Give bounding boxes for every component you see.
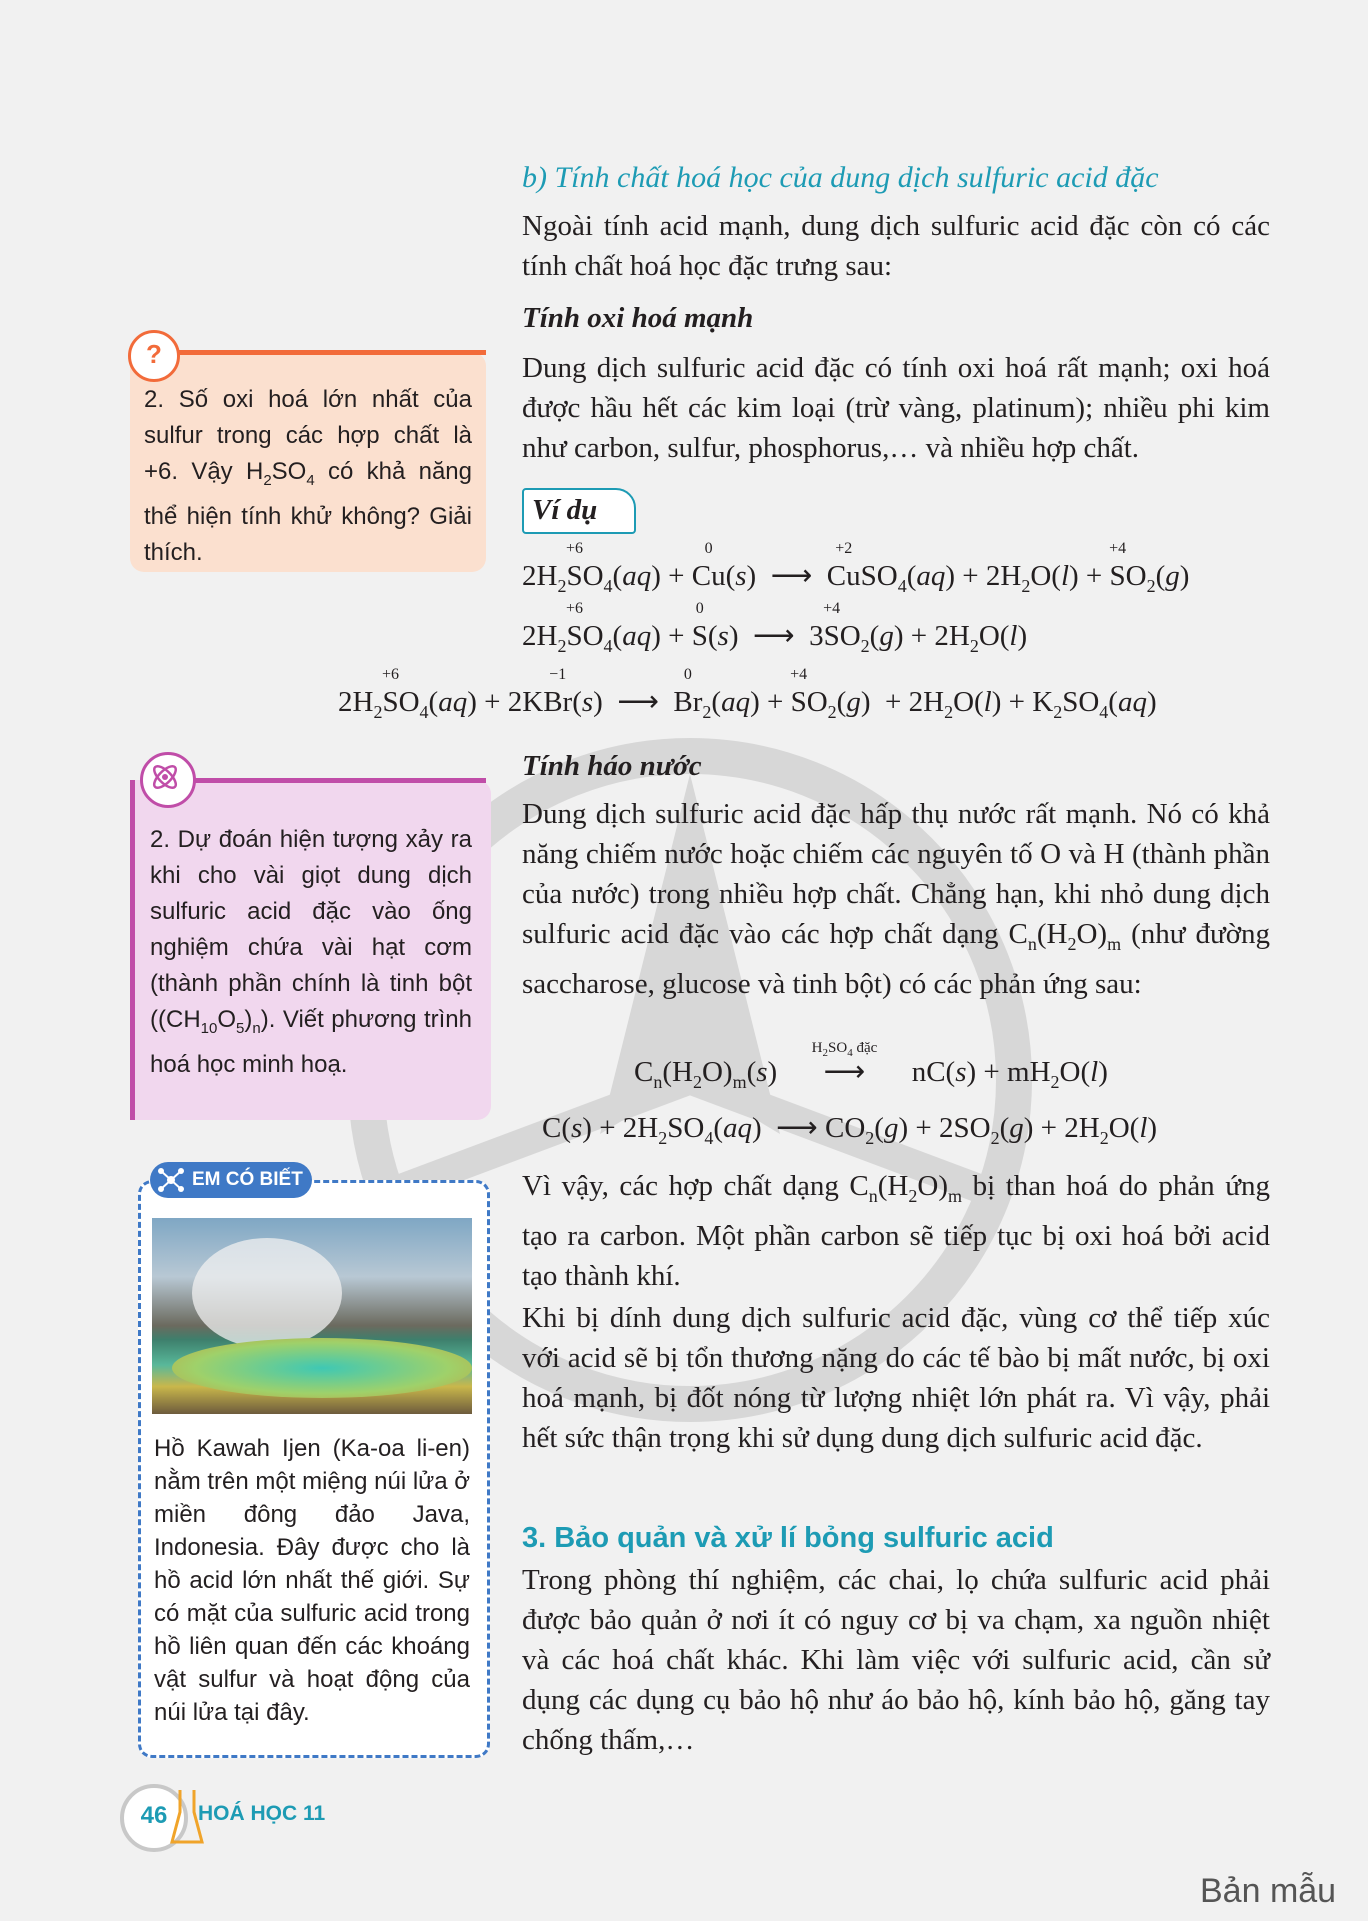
section-3-text: Trong phòng thí nghiệm, các chai, lọ chứa sulfuric acid phải được bảo quản ở nơi ít có nguy cơ bị va chạm, xa nguồn nhiệt và các hoá chất khác. Khi làm việc với sulfuric acid, cần sử dụng các dụng cụ bảo hộ như áo bảo hộ, kính bảo hộ, găng tay chống thấm,… <box>522 1564 1270 1756</box>
equation-3: $2H_2S$ +6 $O_4(aq) + 2KBr$ −1 (s) ⟶ Br 0 $_2$(aq) + S +4 $O_2(g) + 2H_2O(l) + K_2SO_4(aq)$ <box>338 666 1157 722</box>
question-mark-icon: ? <box>146 339 162 369</box>
ox-state: +4 <box>790 666 808 683</box>
example-label: Ví dụ <box>532 494 598 526</box>
question-icon <box>128 330 180 382</box>
atom-icon <box>154 1163 188 1197</box>
ox-state: +6 <box>566 600 584 617</box>
ox-state: 0 <box>695 600 704 617</box>
equation-2: $2H_2S$ +6 $O_4(aq) + S$ 0 (s) ⟶ 3S +4 $O_2(g) + 2H_2O(l)$ <box>522 600 1028 656</box>
ox-state: 0 <box>704 540 713 557</box>
dehydrating-text: Dung dịch sulfuric acid đặc hấp thụ nước rất mạnh. Nó có khả năng chiếm nước hoặc chiếm các nguyên tố O và H (thành phần của nước) trong nhiều hợp chất. Chẳng hạn, khi nhỏ dung dịch sulfuric acid đặc vào các hợp chất dạng $C_n(H_2O)_m$ (như đường saccharose, glucose và tinh bột) có các phản ứng sau: <box>522 798 1271 1000</box>
ox-state: +4 <box>823 600 841 617</box>
question-box-top-line <box>178 350 486 355</box>
predict-text-2: ). Viết phương trình hoá học minh hoạ. <box>150 1006 472 1078</box>
predict-text-1: 2. Dự đoán hiện tượng xảy ra khi cho vài giọt dung dịch sulfuric acid đặc vào ống nghiệm chứa vài hạt cơm (thành phần chính là tinh bột ((C <box>150 826 472 1033</box>
predict-icon <box>140 752 196 808</box>
dehydrating-heading: Tính háo nước <box>522 750 702 782</box>
dehydrating-after-1: Vì vậy, các hợp chất dạng $C_n(H_2O)_m$ bị than hoá do phản ứng tạo ra carbon. Một phần carbon sẽ tiếp tục bị oxi hoá bởi acid tạo thành khí. <box>522 1170 1270 1292</box>
stamp: Bản mẫu <box>1200 1872 1337 1910</box>
kawah-ijen-photo <box>152 1218 472 1414</box>
example-tag <box>522 488 636 534</box>
ox-state: +6 <box>382 666 400 683</box>
dehydrating-text-tail: (như đường saccharose, glucose và tinh bột) có các phản ứng sau: <box>522 918 1271 1000</box>
question-text-1: 2. Số oxi hoá lớn nhất của sulfur trong các hợp chất là +6. Vậy <box>144 386 472 485</box>
ox-state: −1 <box>549 666 567 683</box>
predict-box-text: 2. Dự đoán hiện tượng xảy ra khi cho vài giọt dung dịch sulfuric acid đặc vào ống nghiệm chứa vài hạt cơm (thành phần chính là tinh bột $((CH_{10}O_5)_n)$. Viết phương trình hoá học minh hoạ. <box>150 826 472 1078</box>
book-title: HOÁ HỌC 11 <box>198 1802 326 1825</box>
question-box-text: 2. Số oxi hoá lớn nhất của sulfur trong các hợp chất là +6. Vậy $H_2SO_4$ có khả năng thể hiện tính khử không? Giải thích. <box>144 386 472 566</box>
equation-4: $C_n(H_2O)_m(s)$ $H_2SO_4$ đặc ⟶ $nC(s) + mH_2O(l)$ <box>634 1040 1108 1092</box>
ox-state: +4 <box>1109 540 1127 557</box>
info-box-label <box>150 1162 312 1198</box>
equation-1: $2H_2S$ +6 $O_4(aq) + Cu$ 0 (s) ⟶ Cu +2 $SO_4(aq) + 2H_2O(l) + S$ +4 $O_2(g)$ <box>522 540 1190 596</box>
ox-state: +6 <box>566 540 584 557</box>
section-b-title: b) Tính chất hoá học của dung dịch sulfuric acid đặc <box>522 161 1159 194</box>
oxidizing-text: Dung dịch sulfuric acid đặc có tính oxi hoá rất mạnh; oxi hoá được hầu hết các kim loại (trừ vàng, platinum); nhiều phi kim như carbon, sulfur, phosphorus,… và nhiều hợp chất. <box>522 352 1270 464</box>
oxidizing-heading: Tính oxi hoá mạnh <box>522 302 754 334</box>
section-b-intro: Ngoài tính acid mạnh, dung dịch sulfuric acid đặc còn có các tính chất hoá học đặc trưng sau: <box>522 210 1270 282</box>
steam-cloud <box>192 1238 342 1348</box>
section-3-title: 3. Bảo quản và xử lí bỏng sulfuric acid <box>522 1522 1054 1554</box>
ox-state: 0 <box>683 666 692 683</box>
equation-5: $C(s) + 2H_2SO_4(aq)$ ⟶ $CO_2(g) + 2SO_2(g) + 2H_2O(l)$ <box>542 1112 1158 1148</box>
ox-state: +2 <box>835 540 853 557</box>
dehydrating-after-2: Khi bị dính dung dịch sulfuric acid đặc, vùng cơ thể tiếp xúc với acid sẽ bị tổn thương nặng do các tế bào bị mất nước, bị oxi hoá mạnh, bị đốt nóng từ lượng nhiệt lớn phát ra. Vì vậy, phải hết sức thận trọng khi sử dụng dung dịch sulfuric acid đặc. <box>522 1302 1270 1454</box>
after-1-tail: bị than hoá do phản ứng tạo ra carbon. Một phần carbon sẽ tiếp tục bị oxi hoá bởi acid tạo thành khí. <box>522 1170 1270 1292</box>
question-text-2: có khả năng thể hiện tính khử không? Giải thích. <box>144 458 472 566</box>
info-box-text: Hồ Kawah Ijen (Ka-oa li-en) nằm trên một miệng núi lửa ở miền đông đảo Java, Indonesia. Đây được cho là hồ acid lớn nhất thế giới. Sự có mặt của sulfuric acid trong hồ liên quan đến các khoáng vật sulfur và hoạt động của núi lửa tại đây. <box>154 1435 470 1726</box>
arrow-condition: đặc <box>856 1040 878 1056</box>
atom-icon <box>140 752 190 802</box>
info-box-label-text: EM CÓ BIẾT <box>192 1169 303 1190</box>
after-1-text: Vì vậy, các hợp chất dạng <box>522 1170 839 1202</box>
predict-box-top-line <box>186 778 486 783</box>
page-number: 46 <box>140 1802 168 1829</box>
dehydrating-text-main: Dung dịch sulfuric acid đặc hấp thụ nước rất mạnh. Nó có khả năng chiếm nước hoặc chiếm các nguyên tố O và H (thành phần của nước) trong nhiều hợp chất. Chẳng hạn, khi nhỏ dung dịch sulfuric acid đặc vào các hợp chất dạng <box>522 798 1270 950</box>
lake <box>172 1338 472 1398</box>
